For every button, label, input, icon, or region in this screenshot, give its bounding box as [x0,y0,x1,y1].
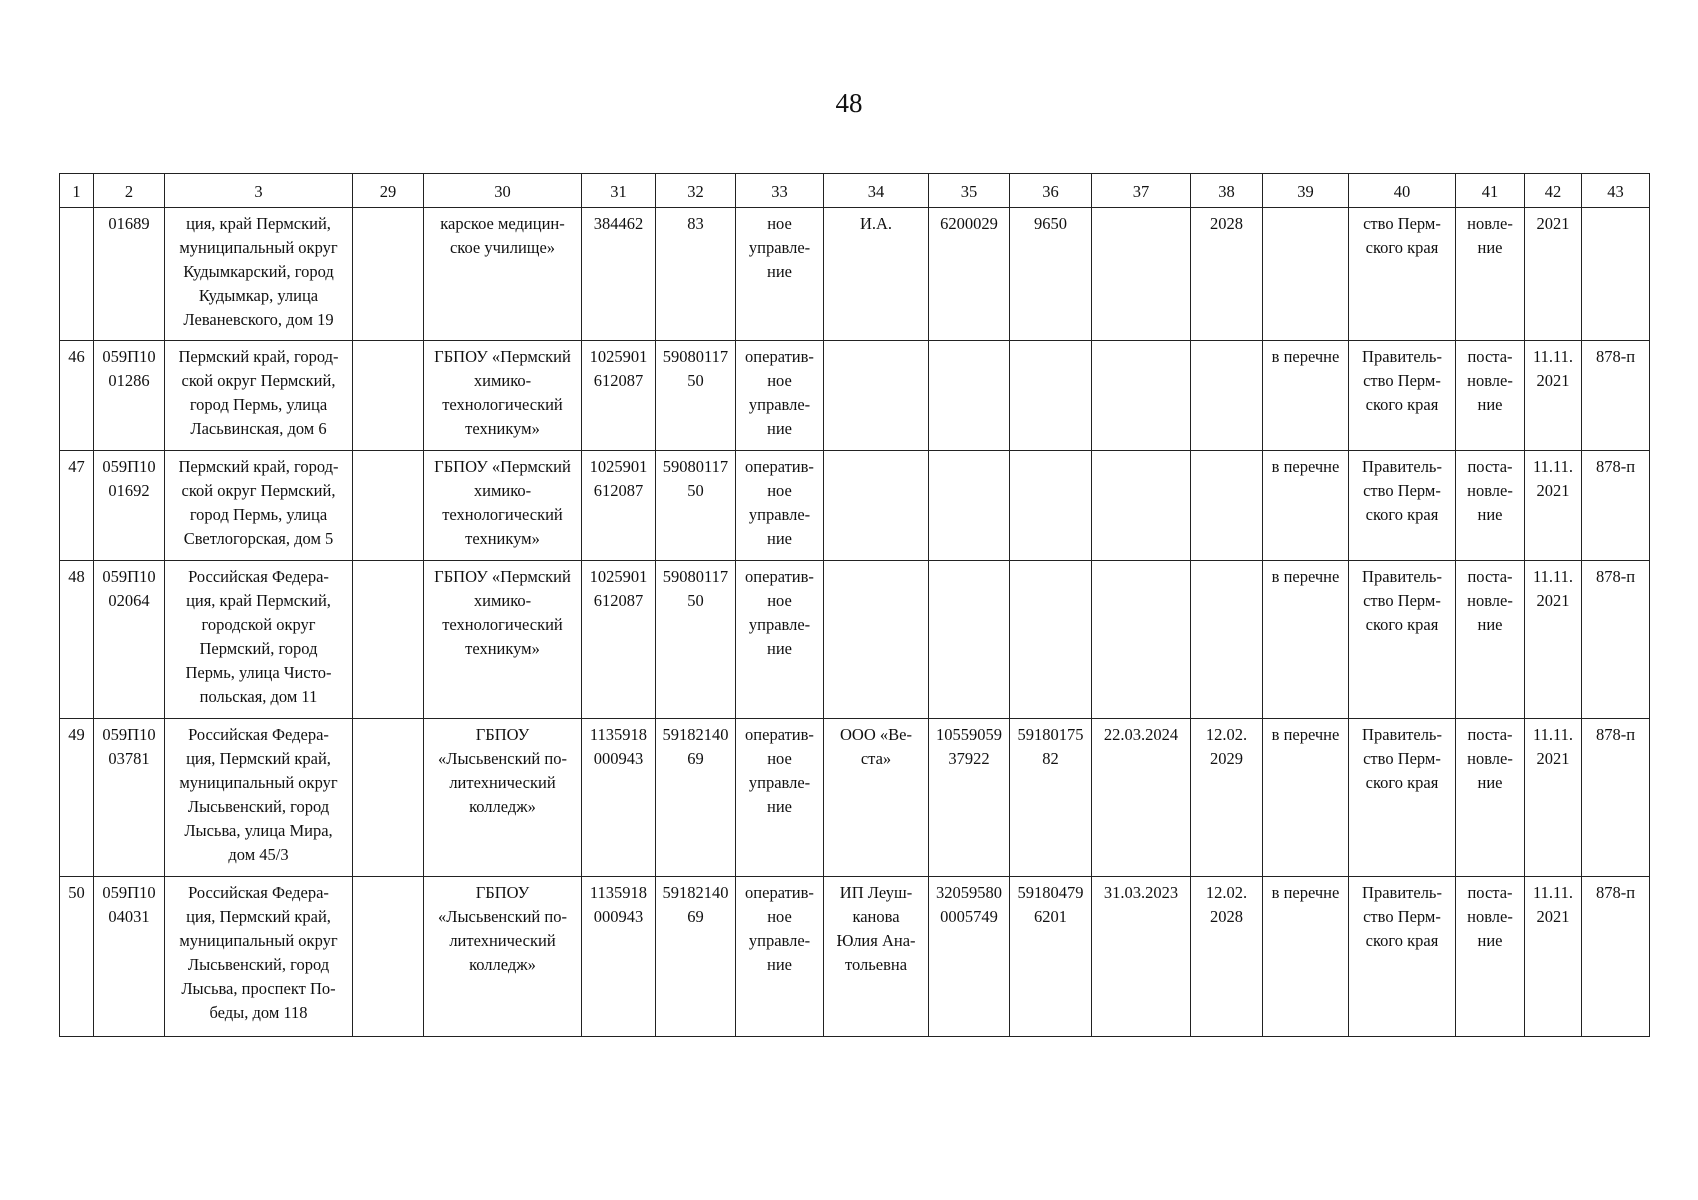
table-cell-col-40: Правитель- ство Перм- ского края [1349,877,1456,1037]
header-cell-1: 1 [60,174,94,208]
table-cell-col-38 [1191,341,1263,451]
table-cell-col-35: 10559059 37922 [929,719,1010,877]
table-cell-col-36 [1010,451,1092,561]
table-cell-col-29 [353,451,424,561]
table-cell-col-2: 01689 [94,208,165,341]
table-cell-col-43: 878-п [1582,719,1650,877]
table-body [60,208,1650,1037]
table-cell-col-41: поста- новле- ние [1456,561,1525,719]
table-cell-col-42: 11.11. 2021 [1525,341,1582,451]
table-cell-col-38: 12.02. 2029 [1191,719,1263,877]
table-cell-col-29 [353,341,424,451]
header-cell-42: 42 [1525,174,1582,208]
table-cell-col-33: оператив- ное управле- ние [736,877,824,1037]
table-cell-col-39: в перечне [1263,341,1349,451]
table-cell-col-35 [929,341,1010,451]
table-cell-col-39: в перечне [1263,877,1349,1037]
table-row [60,451,1650,561]
table-cell-col-29 [353,719,424,877]
header-cell-40: 40 [1349,174,1456,208]
table-cell-col-32: 83 [656,208,736,341]
table-cell-col-38 [1191,451,1263,561]
table-row [60,341,1650,451]
table-cell-col-37 [1092,561,1191,719]
table-cell-col-43: 878-п [1582,341,1650,451]
table-cell-col-30: ГБПОУ «Лысьвенский по- литехнический колледж» [424,719,582,877]
table-cell-col-31: 1025901 612087 [582,561,656,719]
table-cell-col-42: 11.11. 2021 [1525,877,1582,1037]
table-cell-col-35 [929,451,1010,561]
table-cell-col-38: 2028 [1191,208,1263,341]
table-cell-col-3: ция, край Пермский, муниципальный округ Кудымкарский, город Кудымкар, улица Леваневского, дом 19 [165,208,353,341]
table-cell-col-34: И.А. [824,208,929,341]
table-cell-col-35 [929,561,1010,719]
table-cell-col-31: 1135918 000943 [582,877,656,1037]
table-cell-col-42: 2021 [1525,208,1582,341]
table-cell-col-41: поста- новле- ние [1456,341,1525,451]
header-row [60,174,1650,208]
table-cell-col-36: 59180175 82 [1010,719,1092,877]
table-cell-col-37 [1092,208,1191,341]
table-cell-col-32: 59182140 69 [656,719,736,877]
header-cell-34: 34 [824,174,929,208]
table-cell-col-29 [353,561,424,719]
table-cell-col-29 [353,877,424,1037]
table-cell-col-1: 48 [60,561,94,719]
table-cell-col-41: поста- новле- ние [1456,877,1525,1037]
table-cell-col-30: карское медицин- ское училище» [424,208,582,341]
table-cell-col-30: ГБПОУ «Пермский химико- технологический техникум» [424,561,582,719]
table-cell-col-39: в перечне [1263,719,1349,877]
table-cell-col-36: 59180479 6201 [1010,877,1092,1037]
table-cell-col-43: 878-п [1582,451,1650,561]
table-cell-col-2: 059П10 01286 [94,341,165,451]
table-cell-col-32: 59080117 50 [656,561,736,719]
table-cell-col-39: в перечне [1263,561,1349,719]
table-cell-col-34: ИП Леуш- канова Юлия Ана- тольевна [824,877,929,1037]
table-cell-col-33: оператив- ное управле- ние [736,561,824,719]
header-cell-37: 37 [1092,174,1191,208]
table-cell-col-29 [353,208,424,341]
table-row [60,208,1650,341]
table-cell-col-1: 46 [60,341,94,451]
table-cell-col-43 [1582,208,1650,341]
table-cell-col-42: 11.11. 2021 [1525,451,1582,561]
table-cell-col-1: 50 [60,877,94,1037]
table-cell-col-30: ГБПОУ «Пермский химико- технологический техникум» [424,341,582,451]
header-cell-38: 38 [1191,174,1263,208]
table-cell-col-3: Пермский край, город- ской округ Пермский, город Пермь, улица Ласьвинская, дом 6 [165,341,353,451]
table-cell-col-35: 6200029 [929,208,1010,341]
table-cell-col-30: ГБПОУ «Пермский химико- технологический техникум» [424,451,582,561]
header-cell-29: 29 [353,174,424,208]
property-registry-table [59,173,1650,1037]
table-cell-col-40: ство Перм- ского края [1349,208,1456,341]
header-cell-43: 43 [1582,174,1650,208]
table-cell-col-3: Пермский край, город- ской округ Пермский, город Пермь, улица Светлогорская, дом 5 [165,451,353,561]
header-cell-3: 3 [165,174,353,208]
header-cell-39: 39 [1263,174,1349,208]
header-cell-33: 33 [736,174,824,208]
table-cell-col-42: 11.11. 2021 [1525,561,1582,719]
table-cell-col-37 [1092,341,1191,451]
table-cell-col-34 [824,561,929,719]
table-cell-col-32: 59182140 69 [656,877,736,1037]
table-cell-col-3: Российская Федера- ция, Пермский край, муниципальный округ Лысьвенский, город Лысьва, проспект По- беды, дом 118 [165,877,353,1037]
table-cell-col-41: поста- новле- ние [1456,451,1525,561]
header-cell-35: 35 [929,174,1010,208]
table-cell-col-34 [824,341,929,451]
table-cell-col-34 [824,451,929,561]
table-cell-col-36 [1010,561,1092,719]
table-cell-col-40: Правитель- ство Перм- ского края [1349,341,1456,451]
table-cell-col-1: 47 [60,451,94,561]
table-cell-col-31: 384462 [582,208,656,341]
table-cell-col-37 [1092,451,1191,561]
table-row [60,877,1650,1037]
table-cell-col-40: Правитель- ство Перм- ского края [1349,451,1456,561]
table-cell-col-33: оператив- ное управле- ние [736,341,824,451]
table-cell-col-43: 878-п [1582,877,1650,1037]
table-cell-col-31: 1025901 612087 [582,341,656,451]
table-cell-col-40: Правитель- ство Перм- ского края [1349,719,1456,877]
table-row [60,561,1650,719]
table-cell-col-37: 22.03.2024 [1092,719,1191,877]
header-cell-32: 32 [656,174,736,208]
table-cell-col-33: оператив- ное управле- ние [736,451,824,561]
header-cell-41: 41 [1456,174,1525,208]
table-cell-col-32: 59080117 50 [656,341,736,451]
table-cell-col-31: 1135918 000943 [582,719,656,877]
page-number: 48 [835,88,863,118]
table-cell-col-1 [60,208,94,341]
table-cell-col-36 [1010,341,1092,451]
table-cell-col-42: 11.11. 2021 [1525,719,1582,877]
table-cell-col-2: 059П10 02064 [94,561,165,719]
table-cell-col-39 [1263,208,1349,341]
table-cell-col-34: ООО «Ве- ста» [824,719,929,877]
table-cell-col-40: Правитель- ство Перм- ского края [1349,561,1456,719]
table-cell-col-30: ГБПОУ «Лысьвенский по- литехнический колледж» [424,877,582,1037]
table-cell-col-33: ное управле- ние [736,208,824,341]
table-cell-col-33: оператив- ное управле- ние [736,719,824,877]
table-cell-col-38 [1191,561,1263,719]
header-cell-2: 2 [94,174,165,208]
table-cell-col-35: 32059580 0005749 [929,877,1010,1037]
table-cell-col-32: 59080117 50 [656,451,736,561]
table-cell-col-38: 12.02. 2028 [1191,877,1263,1037]
table-cell-col-3: Российская Федера- ция, Пермский край, муниципальный округ Лысьвенский, город Лысьва, улица Мира, дом 45/3 [165,719,353,877]
table-cell-col-41: поста- новле- ние [1456,719,1525,877]
table-cell-col-2: 059П10 01692 [94,451,165,561]
table-row [60,719,1650,877]
table-cell-col-39: в перечне [1263,451,1349,561]
table-cell-col-2: 059П10 03781 [94,719,165,877]
table-cell-col-41: новле- ние [1456,208,1525,341]
header-cell-31: 31 [582,174,656,208]
header-cell-36: 36 [1010,174,1092,208]
table-cell-col-43: 878-п [1582,561,1650,719]
table-cell-col-37: 31.03.2023 [1092,877,1191,1037]
table-cell-col-3: Российская Федера- ция, край Пермский, городской округ Пермский, город Пермь, улица Чисто- польская, дом 11 [165,561,353,719]
table-cell-col-1: 49 [60,719,94,877]
table-cell-col-36: 9650 [1010,208,1092,341]
table-cell-col-31: 1025901 612087 [582,451,656,561]
header-cell-30: 30 [424,174,582,208]
table-cell-col-2: 059П10 04031 [94,877,165,1037]
